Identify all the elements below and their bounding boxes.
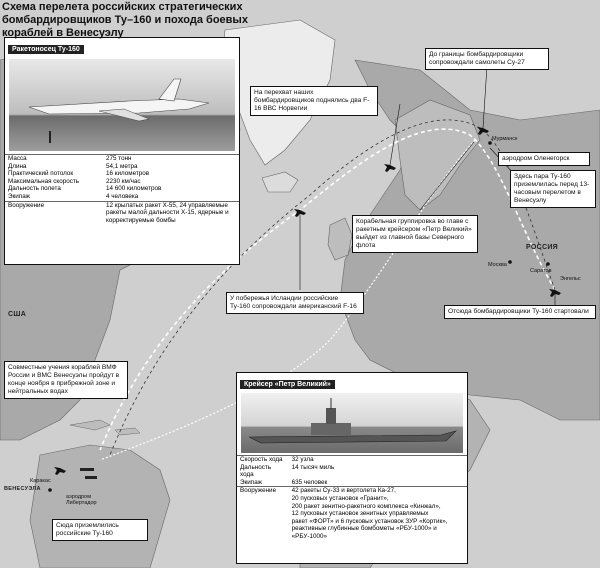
ship-icon-2: [85, 476, 97, 479]
callout-iceland-f16: У побережья Исландии российские Ту-160 сопровождали американский F-16: [226, 292, 364, 314]
spec-value: 12 крылатых ракет Х-55, 24 управляемые ракеты малой дальности Х-15, ядерные и корректируемые бомбы: [103, 201, 239, 224]
callout-saratov-start: Отсюда бомбардировщики Ту-160 стартовали: [444, 305, 596, 319]
spec-row-armament: [5, 201, 239, 224]
label-murmansk: Мурманск: [492, 136, 518, 142]
label-saratov: Саратов: [530, 268, 552, 274]
page-title: Схема перелета российских стратегических бомбардировщиков Ту–160 и похода боевых кораблей в Венесуэлу: [2, 1, 248, 39]
spec-value: 275 тонн: [103, 155, 239, 163]
spec-value: 2230 км/час: [106, 177, 141, 185]
spec-row: [5, 185, 239, 193]
aircraft-panel: [4, 37, 240, 265]
spec-value: 14 тысяч миль: [291, 463, 335, 471]
spec-row: [237, 479, 467, 487]
spec-value: 14 600 километров: [106, 185, 162, 193]
spec-value: 16 километров: [106, 170, 150, 178]
armament-line: 200 ракет зенитно-ракетного комплекса «Кинжал»,: [291, 502, 441, 510]
label-venezuela: ВЕНЕСУЭЛА: [4, 486, 41, 492]
callout-landing: Сюда приземлились российские Ту-160: [52, 519, 148, 541]
spec-label: Экипаж: [8, 192, 30, 200]
spec-label: Дальность хода: [240, 463, 272, 479]
cruiser-silhouette: [241, 393, 463, 453]
karakas-dot: [48, 488, 52, 492]
label-moscow: Москва: [488, 262, 507, 268]
aircraft-photo: [9, 59, 235, 151]
spec-row: [5, 155, 239, 163]
callout-norway-f16: На перехват наших бомбардировщиков поднялись два F-16 ВВС Норвегии: [250, 86, 378, 116]
spec-row: [237, 464, 467, 479]
spec-value: 54,1 метра: [106, 162, 138, 170]
armament-line: 20 пусковых установок «Гранит»,: [291, 494, 389, 502]
armament-line: 12 пусковых установок зенитных управляемых: [291, 510, 429, 518]
spec-label: Вооружение: [5, 201, 103, 224]
spec-label: Дальность полета: [8, 185, 61, 193]
south-america-landmass: [30, 445, 170, 568]
callout-olenegorsk: аэродром Оленегорск: [498, 152, 590, 166]
tu160-silhouette: [9, 59, 235, 151]
spec-label: Максимальная скорость: [8, 177, 80, 185]
ship-panel: [236, 372, 468, 564]
ship-icon-1: [80, 468, 94, 471]
armament-line: 42 ракеты Су-33 и вертолета Ка-27,: [291, 487, 396, 495]
spec-row: [5, 178, 239, 186]
aircraft-panel-header: Ракетоносец Ту-160: [8, 45, 84, 54]
cruiser-photo: [241, 393, 463, 453]
callout-refuel: Здесь пара Ту-160 приземлилась перед 13-часовым перелетом в Венесуэлу: [510, 170, 596, 208]
spec-label: Экипаж: [240, 478, 262, 486]
spec-label: Длина: [8, 162, 27, 170]
callout-su27-escort: До границы бомбардировщики сопровождали самолеты Су-27: [425, 48, 549, 70]
spec-value-armament: [289, 487, 467, 541]
spec-label: Вооружение: [237, 487, 289, 541]
ship-specs-table: [237, 455, 467, 541]
spec-label: Масса: [5, 155, 103, 163]
armament-line: ракет «ФОРТ» и 6 пусковых установок ЗУР «Кортик»,: [291, 517, 448, 525]
spec-row: [5, 193, 239, 201]
label-russia: РОССИЯ: [526, 244, 558, 251]
callout-joint-exercise: Совместные учения кораблей ВМФ России и ВМС Венесуэлы пройдут в конце ноября в прибрежной зоне и нейтральных водах: [4, 361, 128, 399]
spec-row: [5, 170, 239, 178]
moscow-dot: [508, 260, 512, 264]
label-engels: Энгельс: [560, 276, 581, 282]
spec-row-armament: [237, 487, 467, 541]
ship-panel-header: Крейсер «Петр Великий»: [240, 380, 335, 389]
aircraft-specs-table: [5, 154, 239, 224]
callout-cruiser-group: Корабельная группировка во главе с ракетным крейсером «Петр Великий» выйдет из главной базы Северного флота: [352, 215, 478, 253]
saratov-dot: [546, 262, 550, 266]
spec-value: 4 человека: [106, 192, 139, 200]
spec-label: Скорость хода: [237, 456, 289, 464]
spec-row: [237, 456, 467, 464]
label-usa: США: [8, 311, 27, 318]
spec-value: 32 узла: [289, 456, 467, 464]
label-karakas: Каракас: [30, 478, 51, 484]
spec-value: 635 человек: [291, 478, 328, 486]
label-libertador: аэродром Либертадор: [66, 494, 97, 506]
spec-label: Практический потолок: [8, 170, 74, 178]
armament-line: реактивные глубинные бомбометы «РБУ-1000» и «РБУ-1000»: [291, 525, 437, 540]
